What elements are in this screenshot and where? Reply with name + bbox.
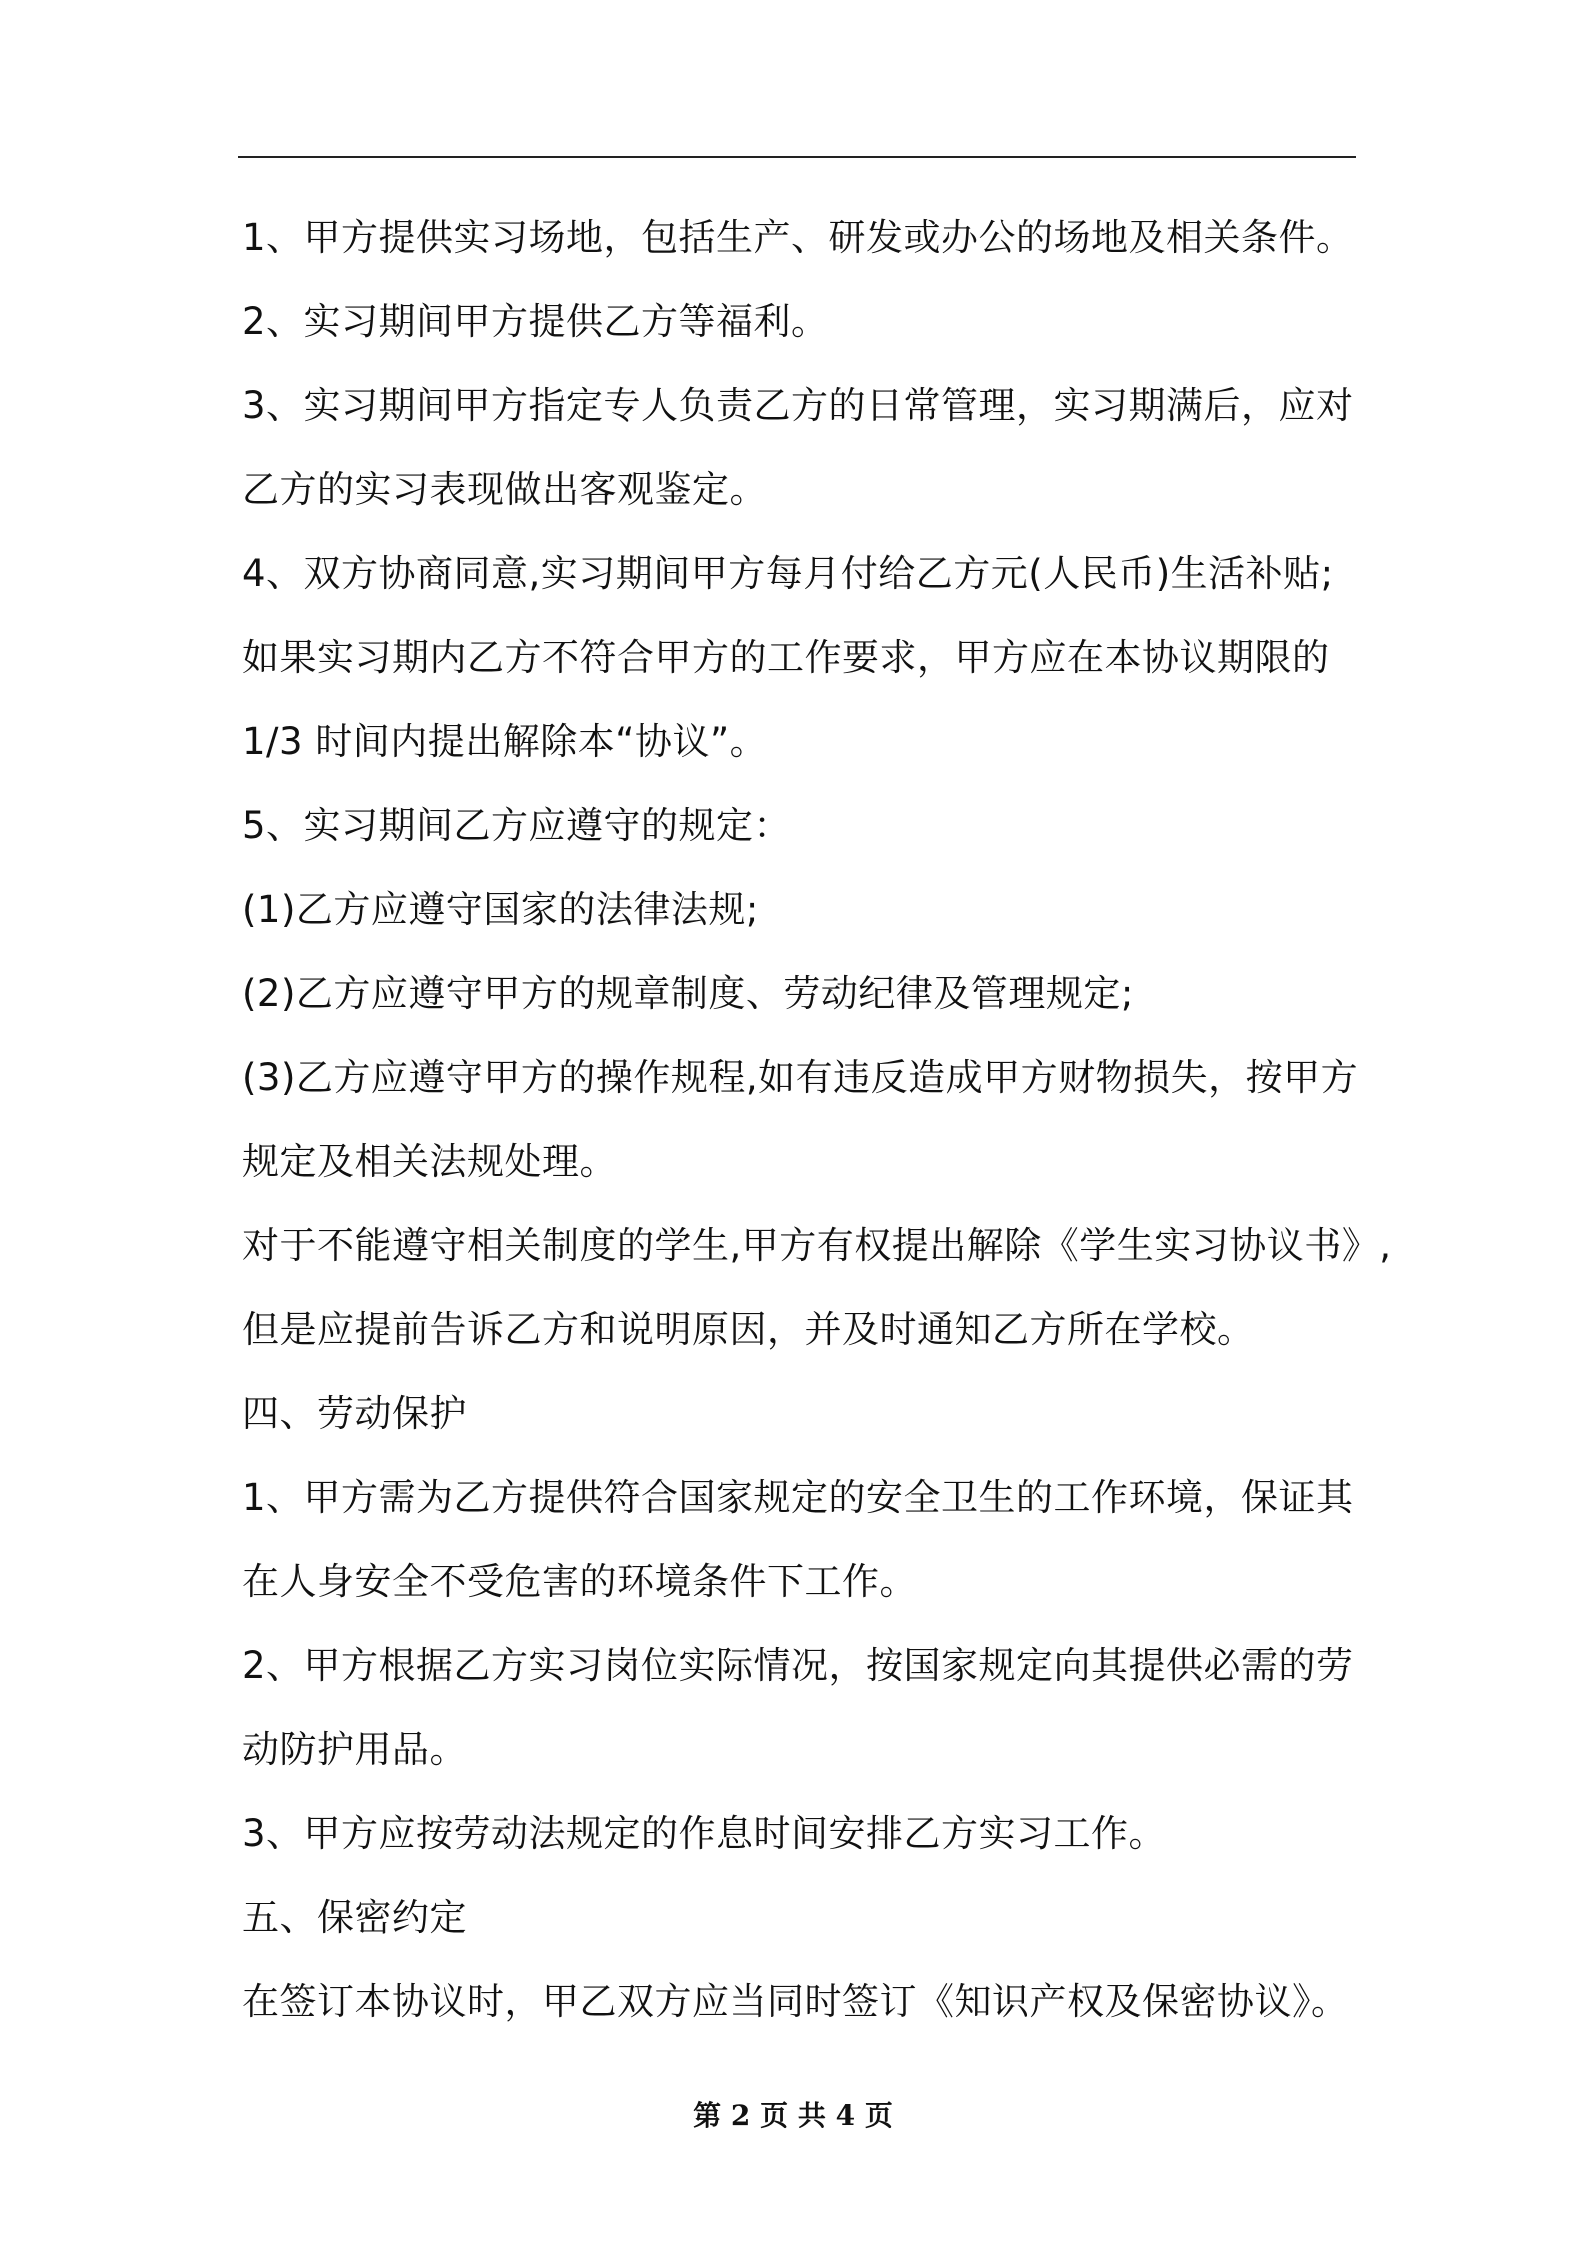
page-footer (0, 2094, 1586, 2134)
line-7: 1/3 时间内提出解除本“协议”。 (242, 720, 768, 763)
section-heading-confidentiality: 五、保密约定 (242, 1896, 467, 1939)
section-heading-labor-protection: 四、劳动保护 (242, 1392, 467, 1435)
line-14: 但是应提前告诉乙方和说明原因，并及时通知乙方所在学校。 (242, 1308, 1255, 1351)
line-8: 5、实习期间乙方应遵守的规定： (242, 804, 792, 847)
line-9: (1)乙方应遵守国家的法律法规; (242, 888, 759, 931)
header-divider (238, 156, 1356, 158)
line-6: 如果实习期内乙方不符合甲方的工作要求，甲方应在本协议期限的 (242, 636, 1330, 679)
line-17: 在人身安全不受危害的环境条件下工作。 (242, 1560, 917, 1603)
line-13: 对于不能遵守相关制度的学生,甲方有权提出解除《学生实习协议书》, (242, 1224, 1392, 1267)
line-18: 2、甲方根据乙方实习岗位实际情况，按国家规定向其提供必需的劳 (242, 1644, 1354, 1687)
line-3: 3、实习期间甲方指定专人负责乙方的日常管理，实习期满后，应对 (242, 384, 1354, 427)
line-19: 动防护用品。 (242, 1728, 467, 1771)
page-number-label: 第 2 页 共 4 页 (693, 2099, 893, 2132)
line-16: 1、甲方需为乙方提供符合国家规定的安全卫生的工作环境，保证其 (242, 1476, 1354, 1519)
line-4: 乙方的实习表现做出客观鉴定。 (242, 468, 767, 511)
line-1: 1、甲方提供实习场地，包括生产、研发或办公的场地及相关条件。 (242, 216, 1354, 259)
line-22: 在签订本协议时，甲乙双方应当同时签订《知识产权及保密协议》。 (242, 1980, 1349, 2023)
document-body (242, 196, 1392, 2044)
line-12: 规定及相关法规处理。 (242, 1140, 617, 1183)
line-11: (3)乙方应遵守甲方的操作规程,如有违反造成甲方财物损失，按甲方 (242, 1056, 1359, 1099)
line-5: 4、双方协商同意,实习期间甲方每月付给乙方元(人民币)生活补贴; (242, 552, 1334, 595)
line-2: 2、实习期间甲方提供乙方等福利。 (242, 300, 829, 343)
line-10: (2)乙方应遵守甲方的规章制度、劳动纪律及管理规定; (242, 972, 1134, 1015)
line-20: 3、甲方应按劳动法规定的作息时间安排乙方实习工作。 (242, 1812, 1167, 1855)
